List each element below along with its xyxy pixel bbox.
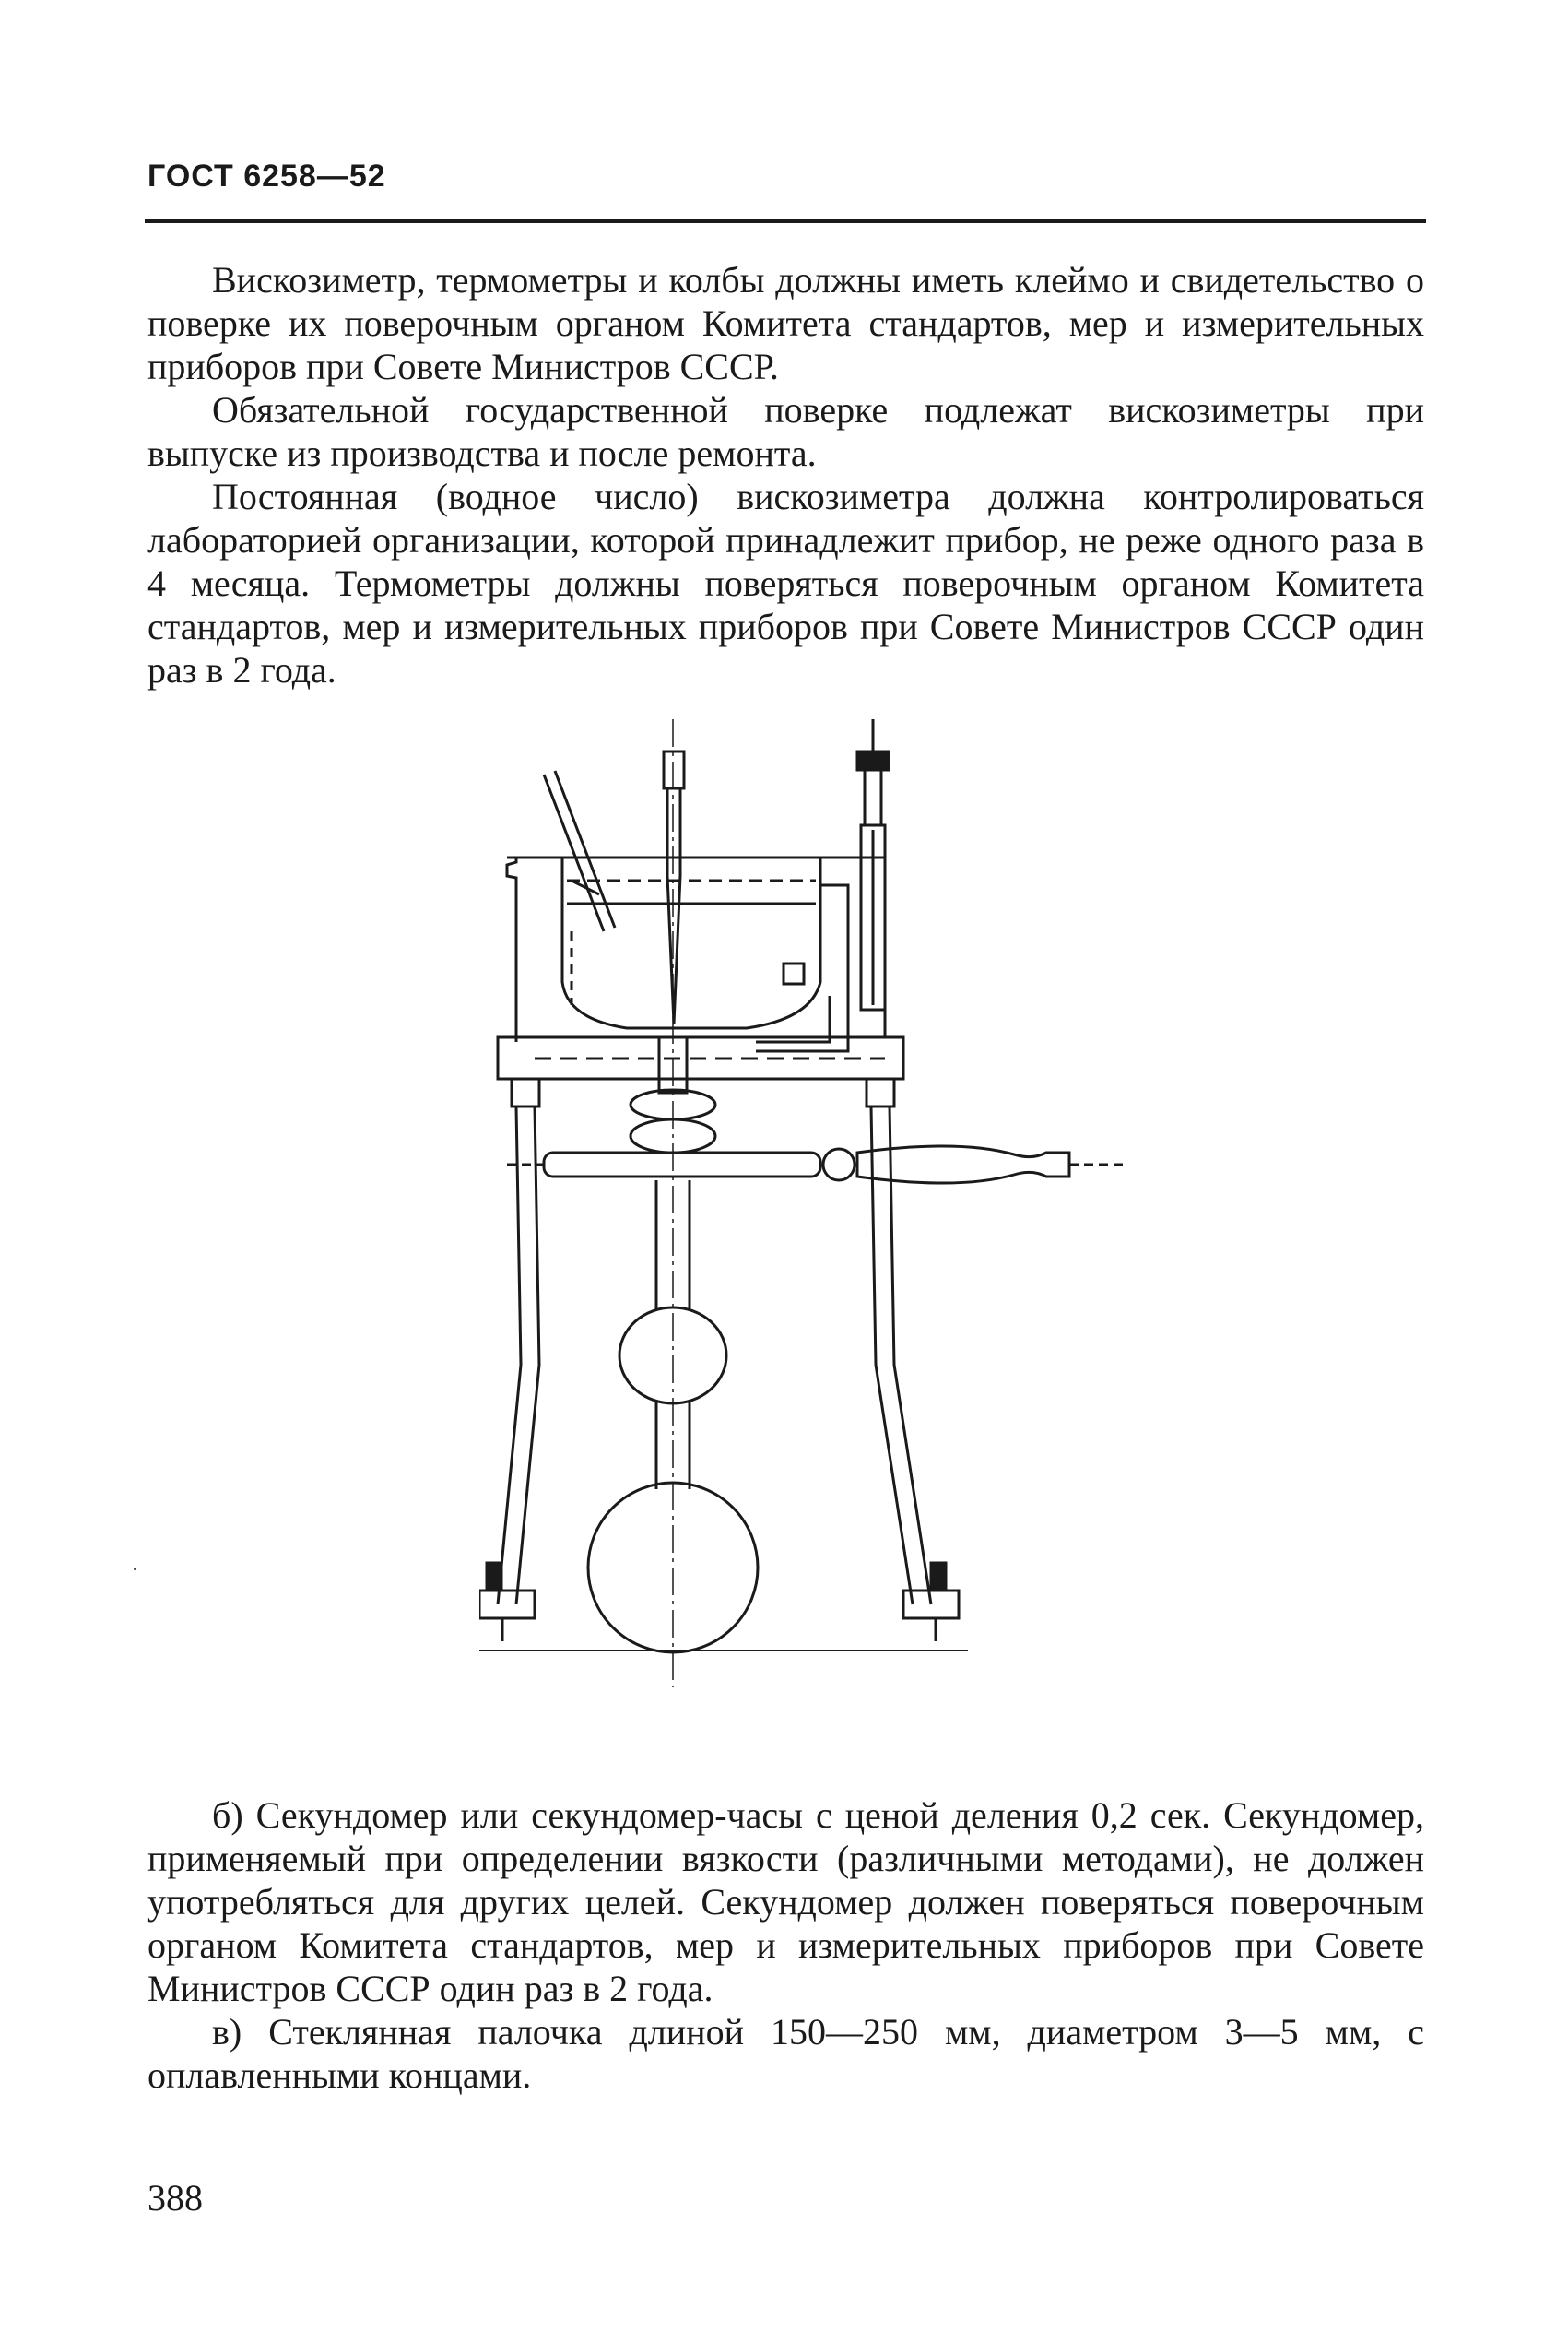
page-number: 388 (147, 2177, 203, 2219)
standard-header: ГОСТ 6258—52 (147, 159, 386, 194)
paragraph-state-verification: Обязательной государственной поверке подлежат вискозиметры при выпуске из производства и после ремонта. (147, 389, 1424, 474)
lower-text-block (147, 1793, 1424, 2097)
header-rule (145, 219, 1426, 223)
paragraph-glass-rod: в) Стеклянная палочка длиной 150—250 мм, диаметром 3—5 мм, с оплавленными концами. (147, 2011, 1424, 2096)
paragraph-verification: Вискозиметр, термометры и колбы должны иметь клеймо и свидетельство о поверке их поверочным органом Комитета стандартов, мер и измерительных приборов при Совете Министров СССР. (147, 259, 1424, 387)
viscometer-drawing (479, 719, 1125, 1687)
paragraph-water-number: Постоянная (водное число) вискозиметра должна контролироваться лабораторией организации, которой принадлежит прибор, не реже одного раза в 4 месяца. Термометры должны поверяться поверочным органом Комитета стандартов, мер и измерительных приборов при Совете Министров СССР один раз в 2 года. (147, 476, 1424, 691)
upper-text-block (147, 258, 1424, 692)
scan-speck (134, 1568, 136, 1570)
paragraph-stopwatch: б) Секундомер или секундомер-часы с ценой деления 0,2 сек. Секундомер, применяемый при определении вязкости (различными методами), не должен употребляться для других целей. Секундомер должен поверяться поверочным органом Комитета стандартов, мер и измерительных приборов при Совете Министров СССР один раз в 2 года. (147, 1794, 1424, 2009)
